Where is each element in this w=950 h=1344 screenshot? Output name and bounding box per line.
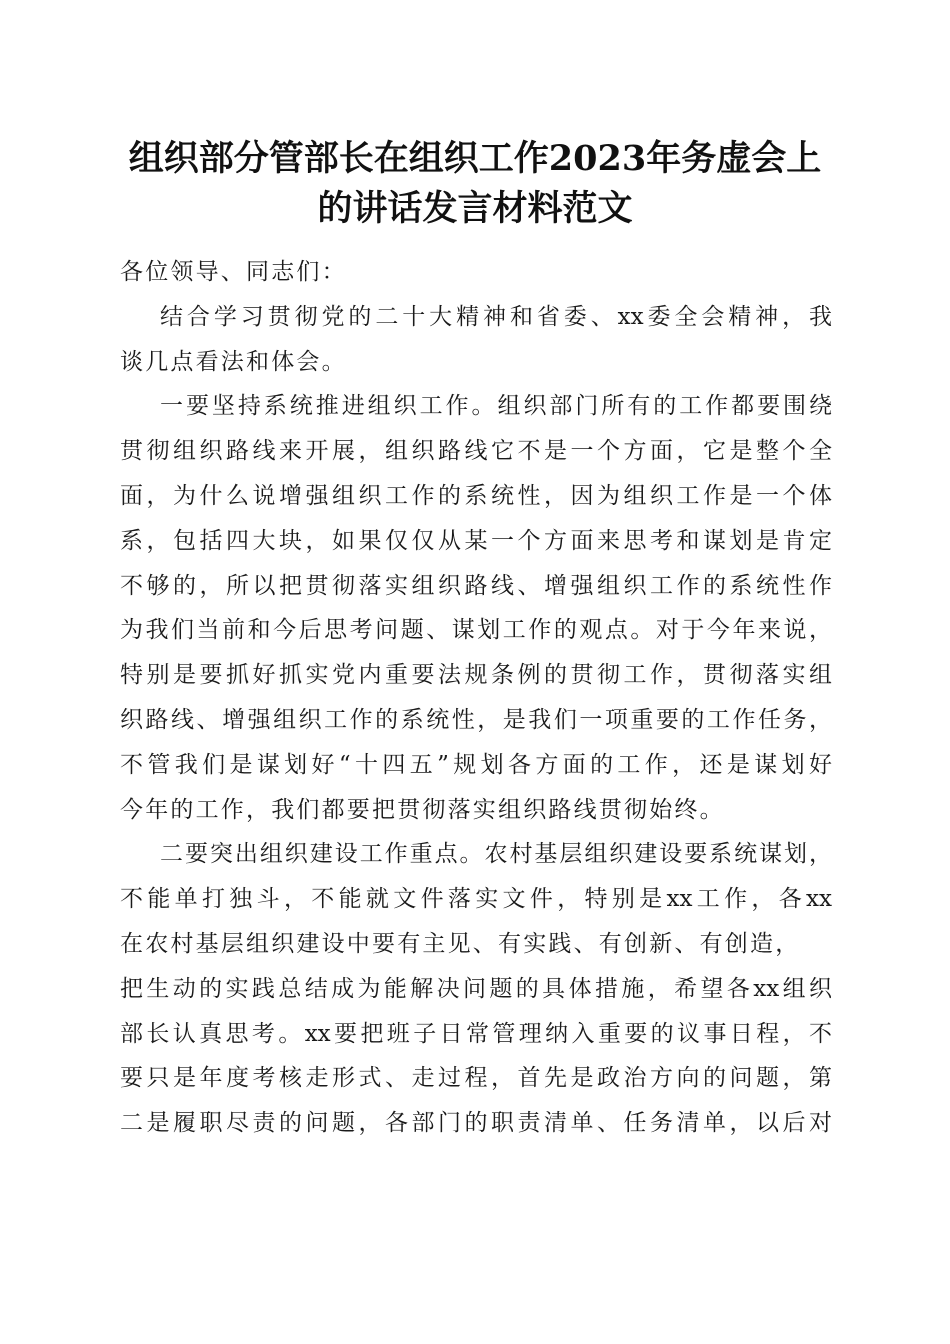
document-title <box>110 134 840 234</box>
paragraph-line: 面，为什么说增强组织工作的系统性，因为组织工作是一个体 <box>120 482 832 509</box>
paragraph-line: 在农村基层组织建设中要有主见、有实践、有创新、有创造， <box>120 930 801 957</box>
paragraph-line: 为我们当前和今后思考问题、谋划工作的观点。对于今年来说， <box>120 617 832 644</box>
paragraph-line: 一要坚持系统推进组织工作。组织部门所有的工作都要围绕 <box>160 393 832 420</box>
paragraph-line: 不够的，所以把贯彻落实组织路线、增强组织工作的系统性作 <box>120 572 832 599</box>
paragraph-line: 谈几点看法和体会。 <box>120 348 347 375</box>
paragraph-line: 把生动的实践总结成为能解决问题的具体措施，希望各xx组织 <box>120 975 832 1002</box>
paragraph-line: 今年的工作，我们都要把贯彻落实组织路线贯彻始终。 <box>120 796 725 823</box>
paragraph-line: 部长认真思考。xx要把班子日常管理纳入重要的议事日程，不 <box>120 1020 832 1047</box>
paragraph-line: 二要突出组织建设工作重点。农村基层组织建设要系统谋划， <box>160 841 832 868</box>
paragraph-line: 特别是要抓好抓实党内重要法规条例的贯彻工作，贯彻落实组 <box>120 662 832 689</box>
paragraph-line: 二是履职尽责的问题，各部门的职责清单、任务清单，以后对 <box>120 1110 832 1137</box>
salutation: 各位领导、同志们： <box>120 259 347 285</box>
title-line-2: 的讲话发言材料范文 <box>317 188 633 229</box>
paragraph-line: 要只是年度考核走形式、走过程，首先是政治方向的问题，第 <box>120 1065 832 1092</box>
paragraph-line: 织路线、增强组织工作的系统性，是我们一项重要的工作任务， <box>120 706 832 733</box>
document-body <box>120 250 832 1146</box>
paragraph-line: 不能单打独斗，不能就文件落实文件，特别是xx工作，各xx <box>120 886 832 913</box>
paragraph-line: 贯彻组织路线来开展，组织路线它不是一个方面，它是整个全 <box>120 438 832 465</box>
paragraph-line: 系，包括四大块，如果仅仅从某一个方面来思考和谋划是肯定 <box>120 527 832 554</box>
title-line-1: 组织部分管部长在组织工作2023年务虚会上 <box>128 138 822 179</box>
paragraph-line: 不管我们是谋划好“十四五”规划各方面的工作，还是谋划好 <box>120 751 832 778</box>
paragraph-line: 结合学习贯彻党的二十大精神和省委、xx委全会精神，我 <box>160 303 832 330</box>
